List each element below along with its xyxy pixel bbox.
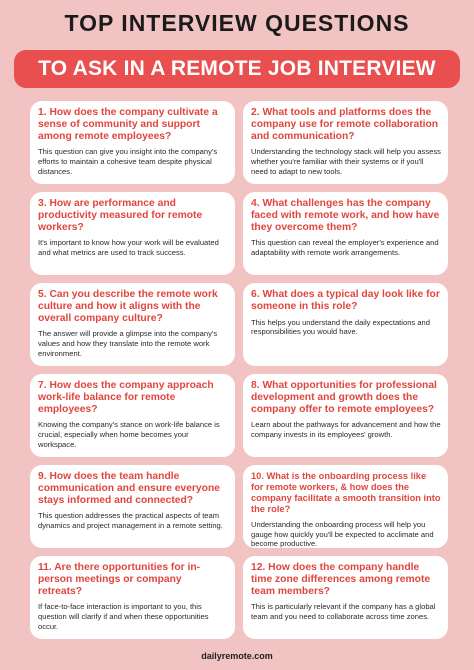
footer-website: dailyremote.com <box>201 651 273 661</box>
answer-2: Understanding the technology stack will help you assess whether you're familiar with their systems or if you'll need to adapt to new tools. <box>251 147 441 176</box>
answer-6: This helps you understand the daily expectations and responsibilities you would have. <box>251 317 430 337</box>
question-8: 8. What opportunities for professional development and growth does the company offer to remote employees? <box>251 380 437 415</box>
question-card-7 <box>30 374 235 457</box>
question-card-5 <box>30 283 235 366</box>
answer-1: This question can give you insight into the company's efforts to maintain a cohesive team despite physical distances. <box>38 147 218 176</box>
answer-12: This is particularly relevant if the company has a global team and you need to collaborate across time zones. <box>251 602 436 621</box>
question-3: 3. How are performance and productivity measured for remote workers? <box>38 198 203 233</box>
question-card-1 <box>30 101 235 184</box>
answer-7: Knowing the company's stance on work-life balance is crucial, especially when home becomes your workspace. <box>38 420 220 449</box>
question-card-12 <box>243 556 448 639</box>
question-card-3 <box>30 192 235 275</box>
question-card-2 <box>243 101 448 184</box>
question-card-4 <box>243 192 448 275</box>
question-9: 9. How does the team handle communication and ensure everyone stays informed and connected? <box>38 471 220 506</box>
subtitle-banner: TO ASK IN A REMOTE JOB INTERVIEW <box>14 50 460 88</box>
question-2: 2. What tools and platforms does the company use for remote collaboration and communication? <box>251 107 439 142</box>
question-card-10 <box>243 465 448 548</box>
answer-10: Understanding the onboarding process will help you gauge how quickly you'll be expected to acclimate and become productive. <box>251 520 434 548</box>
question-10: 10. What is the onboarding process like for remote workers, & how does the company facilitate a smooth transition into the role? <box>251 471 441 514</box>
question-12: 12. How does the company handle time zone differences among remote team members? <box>251 562 431 597</box>
question-1: 1. How does the company cultivate a sense of community and support among remote employees? <box>38 107 218 142</box>
answer-5: The answer will provide a glimpse into the company's values and how they translate into the remote work environment. <box>38 329 218 358</box>
answer-3: It's important to know how your work will be evaluated and what metrics are used to track success. <box>38 238 219 257</box>
question-card-11 <box>30 556 235 639</box>
question-5: 5. Can you describe the remote work culture and how it aligns with the overall company culture? <box>38 289 218 324</box>
answer-9: This question addresses the practical aspects of team dynamics and project management in a remote setting. <box>38 511 223 530</box>
question-11: 11. Are there opportunities for in-person meetings or company retreats? <box>38 562 201 597</box>
question-7: 7. How does the company approach work-life balance for remote employees? <box>38 380 214 415</box>
answer-11: If face-to-face interaction is important to you, this question will clarify if and when these opportunities occur. <box>38 602 209 631</box>
question-card-8 <box>243 374 448 457</box>
answer-8: Learn about the pathways for advancement and how the company invests in its employees' growth. <box>251 420 441 439</box>
question-4: 4. What challenges has the company faced with remote work, and how have they overcome them? <box>251 198 440 233</box>
page-title: TOP INTERVIEW QUESTIONS <box>64 10 410 36</box>
question-card-9 <box>30 465 235 548</box>
answer-4: This question can reveal the employer's experience and adaptability with remote work arrangements. <box>251 238 439 257</box>
question-card-6 <box>243 283 448 366</box>
question-6: 6. What does a typical day look like for someone in this role? <box>251 289 440 312</box>
